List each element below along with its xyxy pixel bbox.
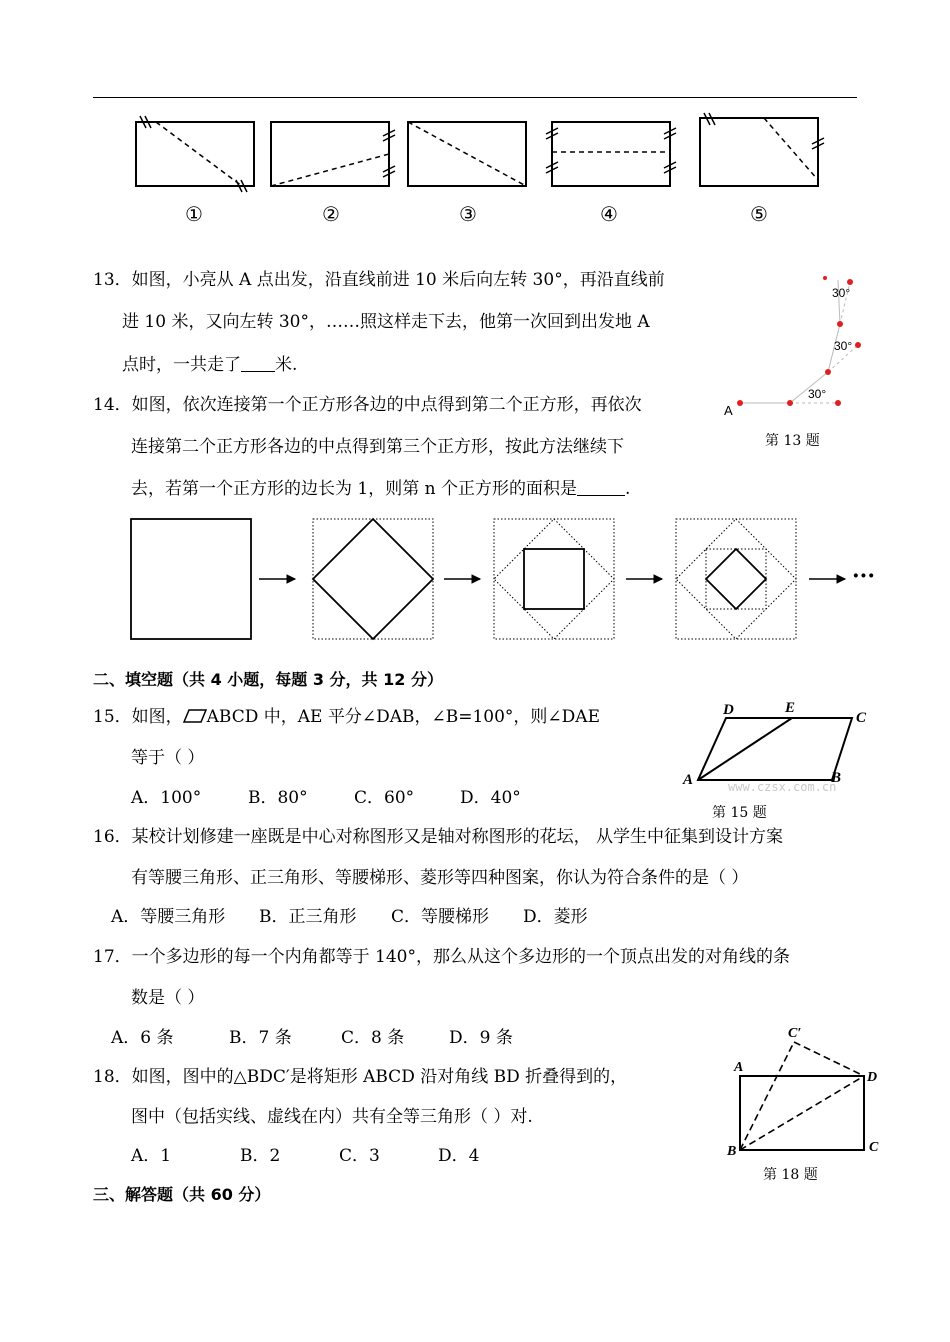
- rect-label-5: ⑤: [750, 202, 768, 226]
- q17-line2: 数是（ ）: [131, 988, 205, 1008]
- q18-option-d: D．4: [438, 1146, 480, 1166]
- q13-line3: [122, 355, 297, 375]
- q18-fold-figure: [720, 1030, 890, 1160]
- q13-walk-figure: [720, 270, 880, 420]
- q18-line1: 18．如图，图中的△BDC′是将矩形 ABCD 沿对角线 BD 折叠得到的，: [93, 1067, 628, 1087]
- q18-option-b: B．2: [240, 1146, 281, 1166]
- q18-label-c: C: [869, 1140, 879, 1155]
- header-rule: [93, 97, 857, 98]
- square-3: [524, 549, 584, 609]
- parallelogram-icon: [183, 709, 207, 723]
- q15-stem2: 等于（ ）: [131, 748, 205, 768]
- q14-answer-blank: [577, 479, 625, 496]
- q16-line2: 有等腰三角形、正三角形、等腰梯形、菱形等四种图案，你认为符合条件的是（ ）: [131, 868, 749, 888]
- q17-option-a: A．6 条: [111, 1028, 174, 1048]
- q16-option-a: A．等腰三角形: [111, 907, 226, 927]
- q17-line1: 17．一个多边形的每一个内角都等于 140°，那么从这个多边形的一个顶点出发的对角线的条: [93, 947, 790, 967]
- q18-caption: 第 18 题: [763, 1167, 818, 1183]
- q18-label-b: B: [727, 1144, 737, 1159]
- q15-label-e: E: [785, 700, 796, 716]
- q13-line3-unit: 米.: [275, 355, 298, 375]
- square-1: [131, 519, 251, 639]
- q13-line3-text: 点时，一共走了: [122, 355, 241, 375]
- q14-squares-figure: [125, 512, 895, 647]
- rect-4: [552, 122, 670, 186]
- q18-option-a: A．1: [131, 1146, 172, 1166]
- rect-2: [271, 122, 389, 186]
- rect-label-1: ①: [185, 202, 203, 226]
- q17-option-b: B．7 条: [229, 1028, 292, 1048]
- q15-label-a: A: [683, 772, 694, 788]
- q15-label-d: D: [723, 702, 734, 718]
- q16-option-c: C．等腰梯形: [391, 907, 490, 927]
- q16-line1: 16．某校计划修建一座既是中心对称图形又是轴对称图形的花坛， 从学生中征集到设计方案: [93, 827, 784, 847]
- q14-line3: [131, 479, 630, 499]
- q15-stem-b: ABCD 中，AE 平分∠DAB，∠B=100°，则∠DAE: [206, 707, 600, 727]
- q18-label-d: D: [867, 1070, 878, 1085]
- q15-caption: 第 15 题: [712, 805, 767, 821]
- rect-1: [136, 122, 254, 186]
- q13-line1: 13．如图，小亮从 A 点出发，沿直线前进 10 米后向左转 30°，再沿直线前: [93, 270, 665, 290]
- q14-line1: 14．如图，依次连接第一个正方形各边的中点得到第二个正方形，再依次: [93, 395, 642, 415]
- q15-option-b: B．80°: [248, 788, 308, 808]
- q16-option-d: D．菱形: [523, 907, 588, 927]
- q16-option-b: B．正三角形: [259, 907, 357, 927]
- section-2-heading: 二、填空题（共 4 小题，每题 3 分，共 12 分）: [93, 670, 443, 689]
- q13-angle-3: 30°: [832, 286, 851, 300]
- q18-label-a: A: [734, 1060, 744, 1075]
- q13-line2: 进 10 米，又向左转 30°，……照这样走下去，他第一次回到出发地 A: [122, 312, 650, 332]
- q17-option-d: D．9 条: [449, 1028, 513, 1048]
- rect-label-3: ③: [459, 202, 477, 226]
- rectangle-cut-figures: [120, 110, 840, 230]
- q13-answer-blank: [241, 355, 275, 372]
- q17-option-c: C．8 条: [341, 1028, 405, 1048]
- q13-angle-2: 30°: [834, 339, 853, 353]
- section-3-heading: 三、解答题（共 60 分）: [93, 1185, 271, 1204]
- q15-option-c: C．60°: [354, 788, 415, 808]
- rect-5: [700, 118, 818, 186]
- q15-label-b: B: [831, 770, 842, 786]
- q15-stem: [93, 707, 600, 727]
- q14-line2: 连接第二个正方形各边的中点得到第三个正方形，按此方法继续下: [131, 437, 624, 457]
- q14-ellipsis: ···: [852, 563, 875, 589]
- q13-point-a: A: [724, 403, 733, 418]
- rect-label-4: ④: [600, 202, 618, 226]
- rect-label-2: ②: [322, 202, 340, 226]
- q18-line2: 图中（包括实线、虚线在内）共有全等三角形（ ）对.: [131, 1107, 533, 1127]
- q13-angle-1: 30°: [808, 387, 827, 401]
- q14-line3-end: .: [624, 479, 631, 499]
- q18-label-c-prime: C′: [788, 1026, 802, 1041]
- q15-option-d: D．40°: [460, 788, 521, 808]
- square-4: [706, 549, 766, 609]
- q15-option-a: A．100°: [131, 788, 202, 808]
- q15-watermark: www.czsx.com.cn: [728, 780, 837, 794]
- q15-stem-a: 15．如图，: [93, 707, 183, 727]
- square-2: [313, 519, 433, 639]
- q13-caption: 第 13 题: [765, 433, 820, 449]
- q15-label-c: C: [856, 710, 867, 726]
- q18-option-c: C．3: [339, 1146, 380, 1166]
- q14-line3-text: 去，若第一个正方形的边长为 1，则第 n 个正方形的面积是: [131, 479, 577, 499]
